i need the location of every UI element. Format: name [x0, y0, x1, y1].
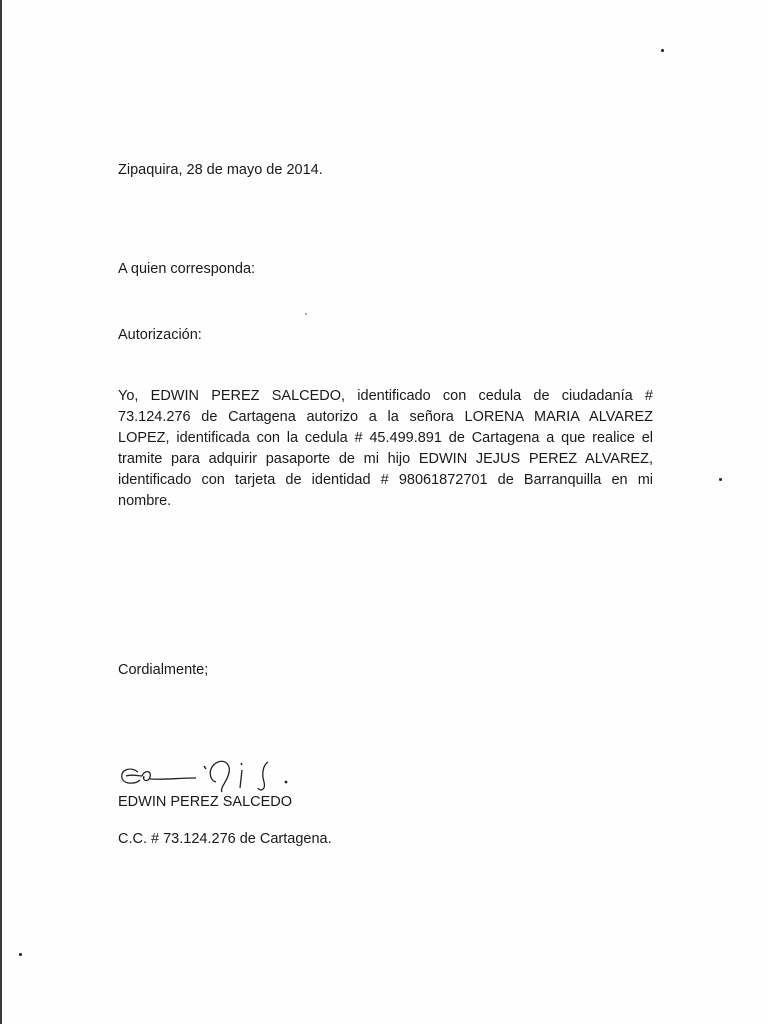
body-line: nombre. [118, 493, 172, 509]
body-line: tramite para adquirir pasaporte de mi hijo EDWIN JEJUS PEREZ ALVAREZ, [118, 451, 653, 467]
scan-edge [0, 0, 2, 1024]
body-line: LOPEZ, identificada con la cedula # 45.499.891 de Cartagena a que realice el [118, 430, 653, 446]
handwritten-signature [116, 752, 316, 796]
scan-speck [305, 313, 307, 315]
signer-name: EDWIN PEREZ SALCEDO [118, 794, 293, 810]
scan-speck [661, 49, 664, 52]
closing: Cordialmente; [118, 662, 209, 678]
body-line: identificado con tarjeta de identidad # 98061872701 de Barranquilla en mi [118, 472, 653, 488]
body-line: Yo, EDWIN PEREZ SALCEDO, identificado con cedula de ciudadanía # [118, 388, 653, 404]
body-line: 73.124.276 de Cartagena autorizo a la señora LORENA MARIA ALVAREZ [118, 409, 653, 425]
scan-speck [719, 478, 722, 481]
salutation: A quien corresponda: [118, 261, 256, 277]
place-date: Zipaquira, 28 de mayo de 2014. [118, 162, 323, 178]
signer-id: C.C. # 73.124.276 de Cartagena. [118, 831, 332, 847]
scan-speck [19, 953, 22, 956]
subject-heading: Autorización: [118, 327, 202, 343]
letter-body [118, 386, 653, 512]
